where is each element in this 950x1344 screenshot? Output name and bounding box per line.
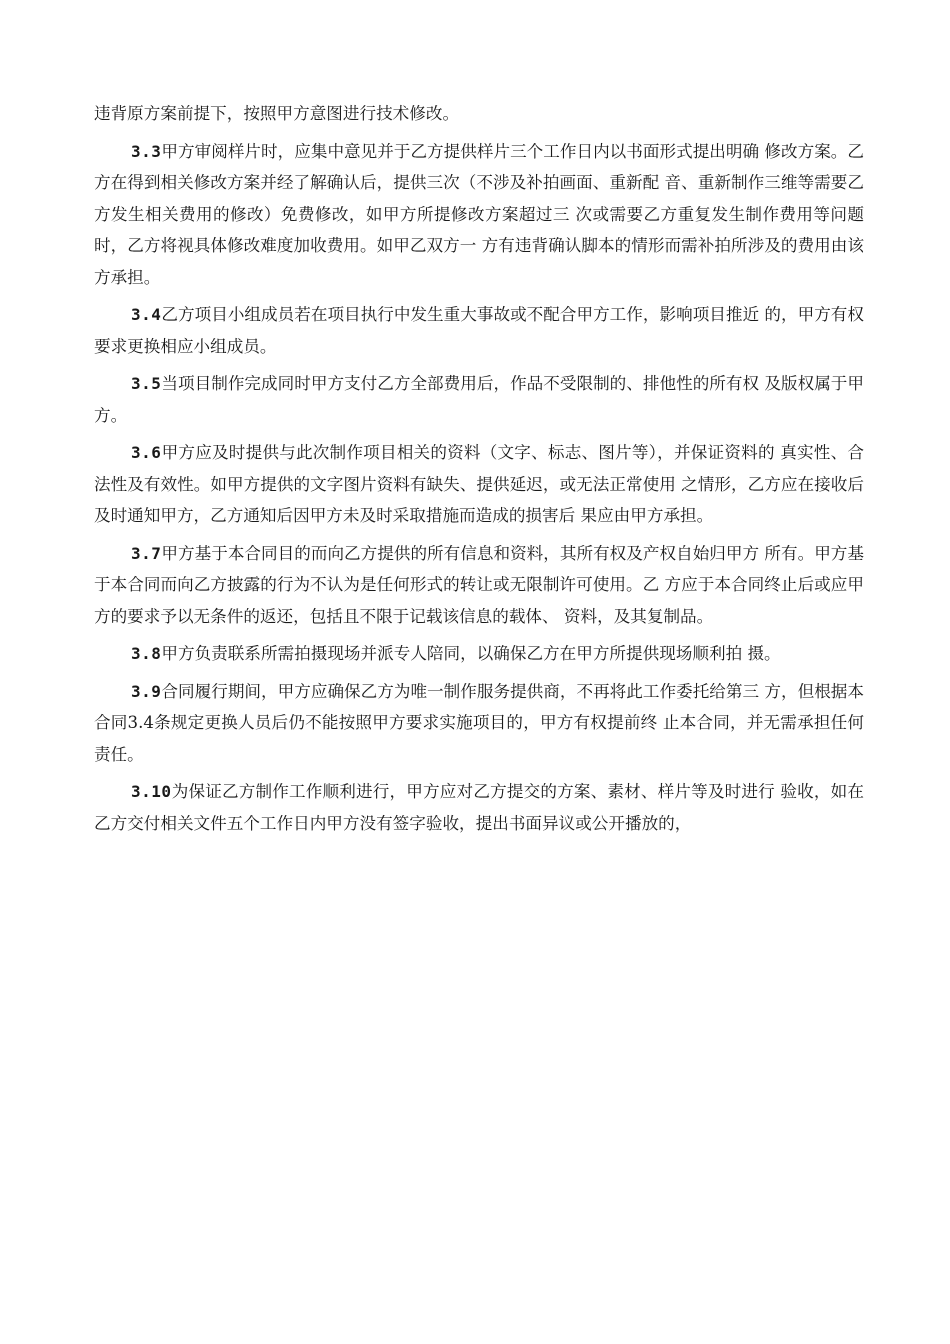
clause-number: 3.8 — [131, 644, 162, 663]
clause-3-3 — [94, 136, 864, 294]
clause-3-7 — [94, 538, 864, 633]
clause-number: 3.9 — [131, 681, 162, 701]
clause-3-5 — [94, 368, 864, 431]
clause-text: 当项目制作完成同时甲方支付乙方全部费用后，作品不受限制的、排他性的所有权 及版权属于甲方。 — [94, 374, 864, 425]
clause-number: 3.6 — [131, 443, 162, 462]
clause-text: 乙方项目小组成员若在项目执行中发生重大事故或不配合甲方工作，影响项目推近 的，甲方有权要求更换相应小组成员。 — [94, 305, 864, 356]
paragraph-continuation — [94, 98, 864, 130]
paragraph-text: 违背原方案前提下，按照甲方意图进行技术修改。 — [94, 104, 460, 123]
clause-text: 合同履行期间，甲方应确保乙方为唯一制作服务提供商，不再将此工作委托给第三 方，但根据本合同3.4条规定更换人员后仍不能按照甲方要求实施项目的，甲方有权提前终 止本合同，并无需承担任何责任。 — [94, 681, 864, 764]
clause-text: 甲方审阅样片时，应集中意见并于乙方提供样片三个工作日内以书面形式提出明确 修改方案。乙方在得到相关修改方案并经了解确认后，提供三次（不涉及补拍画面、重新配 音、重新制作三维等需要乙方发生相关费用的修改）免费修改，如甲方所提修改方案超过三 次或需要乙方重复发生制作费用等问题时，乙方将视具体修改难度加收费用。如甲乙双方一 方有违背确认脚本的情形而需补拍所涉及的费用由该方承担。 — [94, 141, 864, 287]
clause-number: 3.7 — [131, 543, 162, 563]
clause-number: 3.4 — [131, 305, 162, 324]
clause-3-6 — [94, 437, 864, 532]
contract-body — [94, 98, 864, 845]
clause-text: 为保证乙方制作工作顺利进行，甲方应对乙方提交的方案、素材、样片等及时进行 验收，如在乙方交付相关文件五个工作日内甲方没有签字验收，提出书面异议或公开播放的， — [94, 782, 864, 833]
clause-3-9 — [94, 676, 864, 771]
clause-text: 甲方应及时提供与此次制作项目相关的资料（文字、标志、图片等），并保证资料的 真实性、合法性及有效性。如甲方提供的文字图片资料有缺失、提供延迟，或无法正常使用 之情形，乙方应在接收后及时通知甲方，乙方通知后因甲方未及时采取措施而造成的损害后 果应由甲方承担。 — [94, 443, 864, 525]
clause-3-4 — [94, 299, 864, 362]
clause-text: 甲方负责联系所需拍摄现场并派专人陪同，以确保乙方在甲方所提供现场顺利拍 摄。 — [161, 644, 781, 663]
clause-text: 甲方基于本合同目的而向乙方提供的所有信息和资料，其所有权及产权自始归甲方 所有。甲方基于本合同而向乙方披露的行为不认为是任何形式的转让或无限制许可使用。乙 方应于本合同终止后或应甲方的要求予以无条件的返还，包括且不限于记载该信息的载体、 资料，及其复制品。 — [94, 543, 864, 626]
clause-number: 3.3 — [131, 141, 162, 161]
clause-number: 3.10 — [131, 782, 172, 801]
clause-number: 3.5 — [131, 374, 162, 393]
clause-3-10 — [94, 776, 864, 839]
clause-3-8 — [94, 638, 864, 670]
